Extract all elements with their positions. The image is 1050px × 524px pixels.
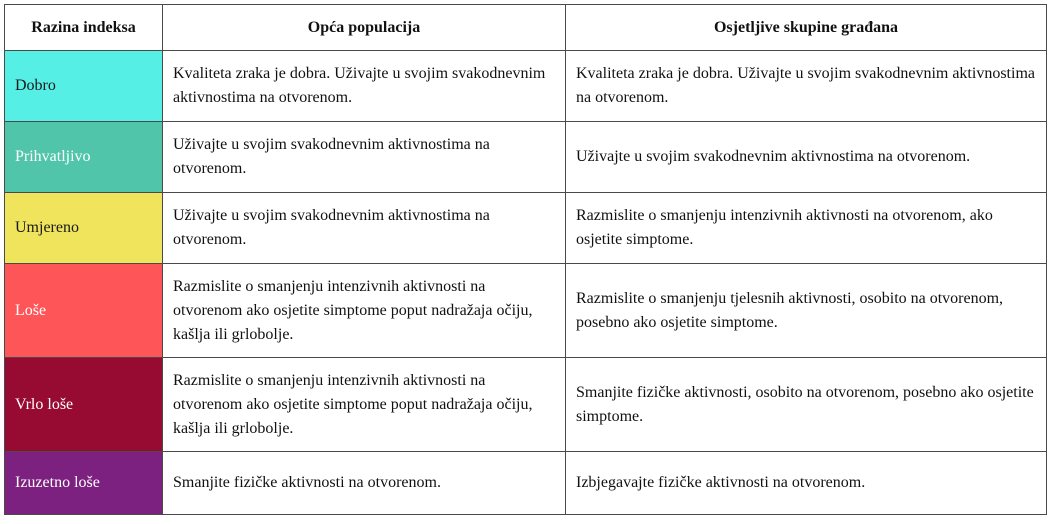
sensitive-advice-cell: Izbjegavajte fizičke aktivnosti na otvorenom. xyxy=(566,452,1047,515)
sensitive-advice-cell: Razmislite o smanjenju tjelesnih aktivnosti, osobito na otvorenom, posebno ako osjetite simptome. xyxy=(566,264,1047,358)
general-advice-cell: Smanjite fizičke aktivnosti na otvorenom. xyxy=(163,452,566,515)
level-cell: Dobro xyxy=(5,51,163,122)
general-advice-cell: Razmislite o smanjenju intenzivnih aktivnosti na otvorenom ako osjetite simptome poput nadražaja očiju, kašlja ili grlobolje. xyxy=(163,264,566,358)
header-sensitive-groups: Osjetljive skupine građana xyxy=(566,5,1047,51)
general-advice-cell: Razmislite o smanjenju intenzivnih aktivnosti na otvorenom ako osjetite simptome poput nadražaja očiju, kašlja ili grlobolje. xyxy=(163,358,566,452)
level-cell: Prihvatljivo xyxy=(5,122,163,193)
general-advice-cell: Kvaliteta zraka je dobra. Uživajte u svojim svakodnevnim aktivnostima na otvorenom. xyxy=(163,51,566,122)
general-advice-cell: Uživajte u svojim svakodnevnim aktivnostima na otvorenom. xyxy=(163,122,566,193)
level-cell: Loše xyxy=(5,264,163,358)
sensitive-advice-cell: Smanjite fizičke aktivnosti, osobito na otvorenom, posebno ako osjetite simptome. xyxy=(566,358,1047,452)
sensitive-advice-cell: Razmislite o smanjenju intenzivnih aktivnosti na otvorenom, ako osjetite simptome. xyxy=(566,193,1047,264)
level-cell: Vrlo loše xyxy=(5,358,163,452)
table-row xyxy=(5,122,1047,193)
sensitive-advice-cell: Kvaliteta zraka je dobra. Uživajte u svojim svakodnevnim aktivnostima na otvorenom. xyxy=(566,51,1047,122)
sensitive-advice-cell: Uživajte u svojim svakodnevnim aktivnostima na otvorenom. xyxy=(566,122,1047,193)
general-advice-cell: Uživajte u svojim svakodnevnim aktivnostima na otvorenom. xyxy=(163,193,566,264)
table-row xyxy=(5,358,1047,452)
header-general-population: Opća populacija xyxy=(163,5,566,51)
table-row xyxy=(5,193,1047,264)
table-row xyxy=(5,264,1047,358)
air-quality-index-table xyxy=(4,4,1047,515)
table-header-row xyxy=(5,5,1047,51)
level-cell: Izuzetno loše xyxy=(5,452,163,515)
table-row xyxy=(5,51,1047,122)
table-row xyxy=(5,452,1047,515)
header-index-level: Razina indeksa xyxy=(5,5,163,51)
level-cell: Umjereno xyxy=(5,193,163,264)
